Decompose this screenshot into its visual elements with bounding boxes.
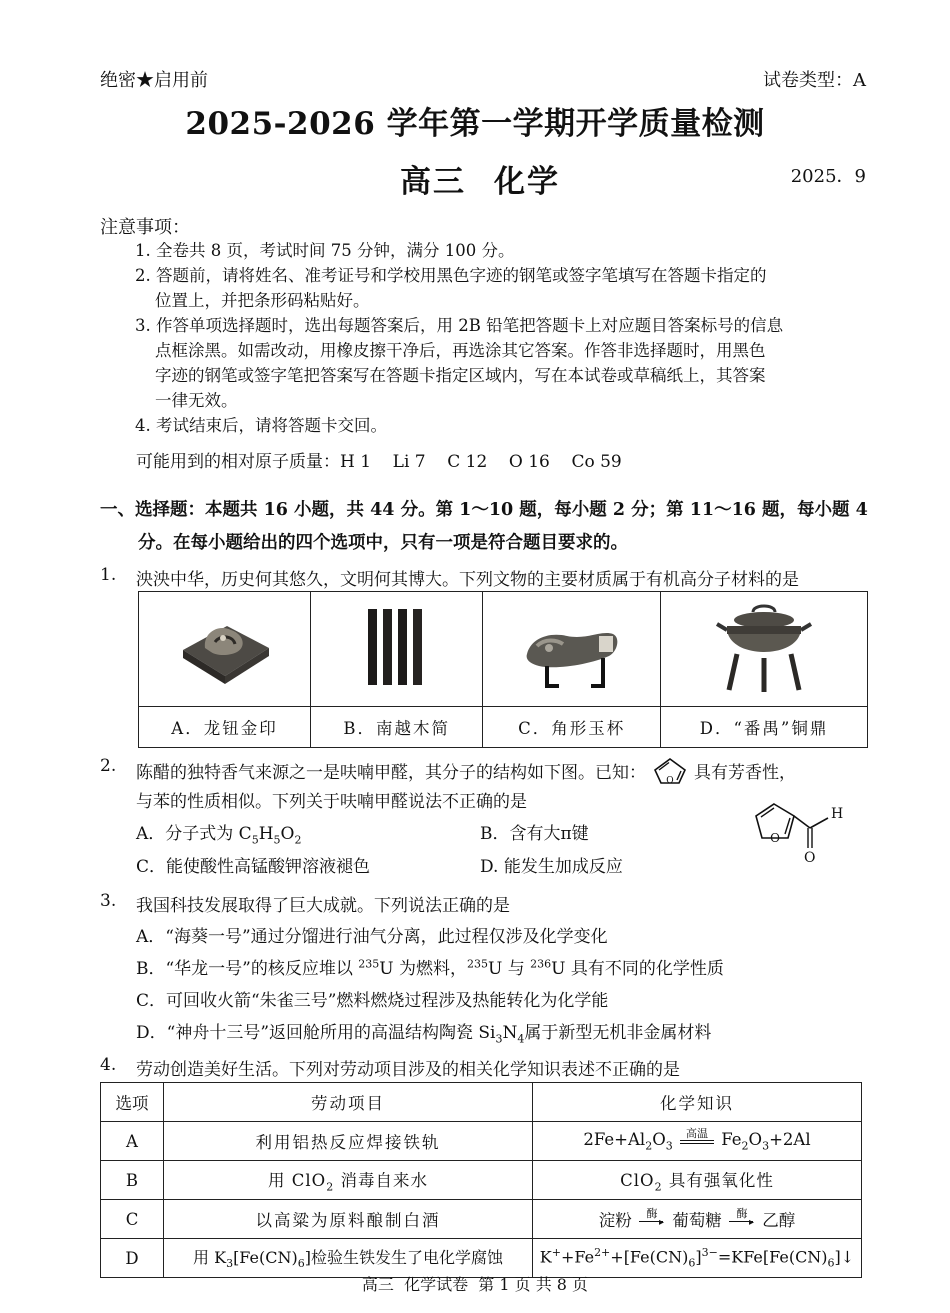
aldehyde-h-label: H xyxy=(831,806,844,822)
jade-cup-image xyxy=(517,602,627,692)
q4-table xyxy=(100,1082,862,1278)
subject-label: 化学 xyxy=(494,164,560,200)
question-text: 劳动创造美好生活。下列对劳动项目涉及的相关化学知识表述不正确的是 xyxy=(136,1060,680,1080)
bronze-ding-image xyxy=(709,598,819,696)
atomic-masses: 可能用到的相对原子质量：H 1 Li 7 C 12 O 16 Co 59 xyxy=(136,452,622,472)
furan-o-label: O xyxy=(666,776,674,786)
row-b-item-text: 用 ClO xyxy=(268,1170,327,1190)
q3-option-b-text: U 与 xyxy=(488,959,525,979)
question-text: 泱泱中华，历史何其悠久，文明何其博大。下列文物的主要材质属于有机高分子材料的是 xyxy=(136,570,799,590)
row-a-option: A xyxy=(101,1122,164,1161)
row-a-knowledge: $2Fe+Al_2O_3$ 高温 $Fe_2O_3+2Al$ xyxy=(533,1122,862,1161)
question-number: 2. xyxy=(100,756,117,776)
row-c-knowledge: 淀粉 酶 ▸ 葡萄糖 酶 ▸ 乙醇 xyxy=(533,1200,862,1239)
option-a: A．龙钮金印 xyxy=(139,707,311,748)
q2-option-a-text: A．分子式为 C xyxy=(136,824,252,844)
furan-ring-icon xyxy=(650,756,690,786)
notice-item: 2. 答题前，请将姓名、准考证号和学校用黑色字迹的钢笔或签字笔填写在答题卡指定的 xyxy=(135,266,767,285)
notice-item: 3. 作答单项选择题时，选出每题答案后，用 2B 铅笔把答题卡上对应题目答案标号的信息 xyxy=(135,316,784,335)
q3-option-d: D．“神舟十三号”返回舱所用的高温结构陶瓷 $Si_3N_4$属于新型无机非金属材料 xyxy=(136,1023,712,1046)
row-c-option: C xyxy=(101,1200,164,1239)
ring-oxygen-label: O xyxy=(770,831,780,845)
row-c-item: 以高粱为原料酿制白酒 xyxy=(164,1200,533,1239)
q3-option-b-text: B．“华龙一号”的核反应堆以 xyxy=(136,959,353,979)
notice-list xyxy=(135,238,870,438)
option-c: C．角形玉杯 xyxy=(483,707,661,748)
q2-option-c: C．能使酸性高锰酸钾溶液褪色 xyxy=(136,857,371,877)
q3-option-a: A．“海葵一号”通过分馏进行油气分离，此过程仅涉及化学变化 xyxy=(136,927,608,947)
row-c-knowledge-text: 淀粉 xyxy=(598,1211,632,1230)
row-a-item: 利用铝热反应焊接铁轨 xyxy=(164,1122,533,1161)
notice-item: 字迹的钢笔或签字笔把答案写在答题卡指定区域内，写在本试卷或草稿纸上，其答案 xyxy=(155,366,766,385)
grade-label: 高三 xyxy=(400,164,466,200)
row-c-knowledge-text: 葡萄糖 xyxy=(672,1211,722,1230)
isotope-mass: 235 xyxy=(358,957,380,971)
q3-option-b-text: U 具有不同的化学性质 xyxy=(551,959,724,979)
row-b-knowledge-text: 具有强氧化性 xyxy=(662,1170,774,1190)
option-d: D．“番禺”铜鼎 xyxy=(661,707,868,748)
row-d-knowledge: $K^++Fe^{2+}+[Fe(CN)_6]^{3-}=KFe[Fe(CN)_6]↓$ xyxy=(533,1239,862,1278)
isotope-mass: 235 xyxy=(467,957,489,971)
q2-option-a: A．分子式为 $C_5H_5O_2$ xyxy=(136,824,302,847)
furfural-structure-diagram xyxy=(752,798,852,868)
question-text xyxy=(136,756,796,786)
q2-option-d: D. 能发生加成反应 xyxy=(480,857,623,877)
row-b-item: 用 ClO$_2$ 消毒自来水 xyxy=(164,1161,533,1200)
q3-option-d-text: 属于新型无机非金属材料 xyxy=(524,1023,712,1043)
section-heading xyxy=(100,494,875,560)
exam-title: 2025-2026 学年第一学期开学质量检测 xyxy=(185,106,765,142)
section-heading-line2: 分。在每小题给出的四个选项中，只有一项是符合题目要求的。 xyxy=(138,533,628,553)
notice-item: 一律无效。 xyxy=(155,391,238,410)
enzyme-label: 酶 xyxy=(646,1207,658,1220)
q2-option-b: B．含有大π键 xyxy=(480,824,589,844)
row-b-knowledge-text: ClO xyxy=(620,1170,655,1190)
q1-artifact-table xyxy=(138,591,868,748)
paper-type-label: 试卷类型：A xyxy=(763,70,866,91)
q3-option-c: C．可回收火箭“朱雀三号”燃料燃烧过程涉及热能转化为化学能 xyxy=(136,991,609,1011)
exam-subtitle xyxy=(400,156,560,201)
row-b-item-text: 消毒自来水 xyxy=(334,1170,428,1190)
artifact-d-cell xyxy=(661,592,868,707)
isotope-mass: 236 xyxy=(530,957,552,971)
question-number: 3. xyxy=(100,891,117,911)
question-text: 我国科技发展取得了巨大成就。下列说法正确的是 xyxy=(136,896,510,916)
confidential-label: 绝密★启用前 xyxy=(100,70,208,91)
question-number: 4. xyxy=(100,1055,117,1075)
section-heading-line1: 一、选择题：本题共 16 小题，共 44 分。第 1～10 题，每小题 2 分；第 11～16 题，每小题 4 xyxy=(100,500,868,520)
row-b-knowledge: ClO$_2$ 具有强氧化性 xyxy=(533,1161,862,1200)
artifact-b-cell xyxy=(311,592,483,707)
carbonyl-o-label: O xyxy=(804,850,816,866)
q2-text-part: 具有芳香性， xyxy=(694,763,796,783)
notice-title: 注意事项： xyxy=(100,217,190,238)
header-option: 选项 xyxy=(101,1083,164,1122)
gold-seal-image xyxy=(175,604,275,690)
q2-text-part: 陈醋的独特香气来源之一是呋喃甲醛，其分子的结构如下图。已知： xyxy=(136,763,646,783)
q3-option-b xyxy=(136,954,724,979)
q2-text-line2: 与苯的性质相似。下列关于呋喃甲醛说法不正确的是 xyxy=(136,792,527,812)
row-b-option: B xyxy=(101,1161,164,1200)
enzyme-label: 酶 xyxy=(736,1207,748,1220)
q3-option-b-text: U 为燃料， xyxy=(379,959,468,979)
header-labor-item: 劳动项目 xyxy=(164,1083,533,1122)
exam-date: 2025．9 xyxy=(790,166,866,187)
notice-item: 4. 考试结束后，请将答题卡交回。 xyxy=(135,416,387,435)
condition-label: 高温 xyxy=(685,1127,708,1141)
row-c-knowledge-text: 乙醇 xyxy=(762,1211,796,1230)
artifact-c-cell xyxy=(483,592,661,707)
row-d-item: 用 $K_3[Fe(CN)_6]$检验生铁发生了电化学腐蚀 xyxy=(164,1239,533,1278)
option-b: B．南越木简 xyxy=(311,707,483,748)
notice-item: 点框涂黑。如需改动，用橡皮擦干净后，再选涂其它答案。作答非选择题时，用黑色 xyxy=(155,341,766,360)
question-number: 1. xyxy=(100,565,117,585)
page-footer: 高三 化学试卷 第 1 页 共 8 页 xyxy=(361,1275,589,1294)
bamboo-slips-image xyxy=(362,605,432,689)
q3-option-d-text: D．“神舟十三号”返回舱所用的高温结构陶瓷 Si xyxy=(136,1023,496,1043)
artifact-a-cell xyxy=(139,592,311,707)
notice-item: 1. 全卷共 8 页，考试时间 75 分钟，满分 100 分。 xyxy=(135,241,515,260)
row-d-option: D xyxy=(101,1239,164,1278)
notice-item: 位置上，并把条形码粘贴好。 xyxy=(155,291,370,310)
header-chem-knowledge: 化学知识 xyxy=(533,1083,862,1122)
